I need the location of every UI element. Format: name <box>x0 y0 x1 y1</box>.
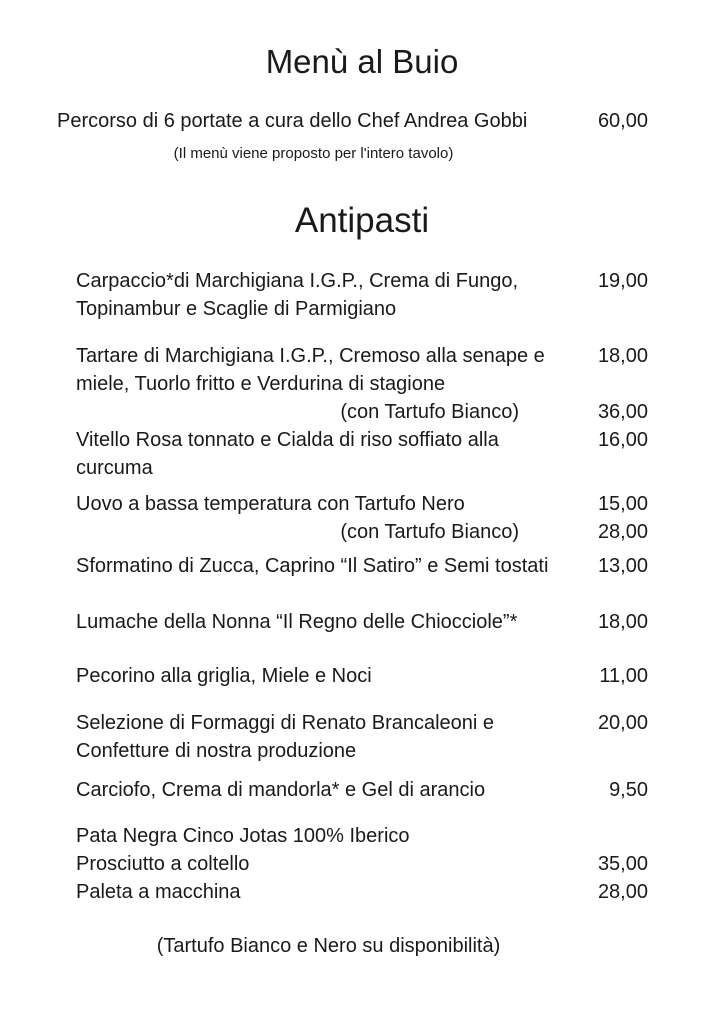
menu-item-name <box>76 608 581 636</box>
menu-item-price: 18,00 <box>597 344 648 367</box>
menu-item-name-line: Uovo a bassa temperatura con Tartufo Nero <box>76 492 465 515</box>
menu-item-name-line: curcuma <box>76 456 153 479</box>
tasting-menu-price: 60,00 <box>597 109 648 132</box>
menu-item-tartare <box>76 342 648 426</box>
menu-item-name <box>76 342 581 398</box>
tasting-menu-note: (Il menù viene proposto per l'intero tavolo) <box>173 144 454 162</box>
menu-item-name <box>76 267 581 323</box>
menu-item-variant-price: 28,00 <box>597 520 648 543</box>
menu-item-price: 18,00 <box>597 610 648 633</box>
menu-item-subline-label: Prosciutto a coltello <box>76 852 250 875</box>
menu-item-name-line: Selezione di Formaggi di Renato Brancaleoni e <box>76 711 495 734</box>
menu-item-name-line: Confetture di nostra produzione <box>76 739 357 762</box>
menu-item-row <box>76 608 648 636</box>
menu-item-name-line: Pecorino alla griglia, Miele e Noci <box>76 664 372 687</box>
menu-item-row <box>76 267 648 323</box>
menu-item-name-line: Sformatino di Zucca, Caprino “Il Satiro” e Semi tostati <box>76 554 549 577</box>
menu-item-carpaccio <box>76 267 648 323</box>
menu-item-vitello <box>76 426 648 482</box>
menu-item-name <box>76 822 581 850</box>
menu-item-row <box>76 822 648 850</box>
menu-item-uovo <box>76 490 648 546</box>
tasting-menu-name: Percorso di 6 portate a cura dello Chef Andrea Gobbi <box>57 109 528 132</box>
menu-item-name <box>76 426 581 482</box>
page-title: Menù al Buio <box>265 43 459 80</box>
menu-item-row <box>76 552 648 580</box>
menu-item-subline-price: 35,00 <box>597 852 648 875</box>
menu-item-lumache <box>76 608 648 636</box>
menu-item-price: 15,00 <box>597 492 648 515</box>
menu-item-sformatino <box>76 552 648 580</box>
menu-item-pecorino <box>76 662 648 690</box>
menu-item-name-line: Carpaccio*di Marchigiana I.G.P., Crema di Fungo, <box>76 269 519 292</box>
menu-item-name <box>76 552 581 580</box>
menu-item-name <box>76 776 581 804</box>
menu-item-subline-label: Paleta a macchina <box>76 880 241 903</box>
menu-item-price <box>581 822 648 850</box>
menu-item-pata-negra <box>76 822 648 906</box>
tasting-menu-row <box>57 107 648 135</box>
availability-footnote: (Tartufo Bianco e Nero su disponibilità) <box>156 934 501 957</box>
menu-item-name-line: Carciofo, Crema di mandorla* e Gel di arancio <box>76 778 486 801</box>
menu-item-name-line: Tartare di Marchigiana I.G.P., Cremoso alla senape e <box>76 344 545 367</box>
menu-item-subline-price: 28,00 <box>597 880 648 903</box>
menu-items-list <box>76 267 648 906</box>
menu-item-row <box>76 426 648 482</box>
menu-item-variant-row <box>76 518 648 546</box>
menu-item-subline-row <box>76 878 648 906</box>
menu-item-carciofo <box>76 776 648 804</box>
menu-item-name-line: Lumache della Nonna “Il Regno delle Chiocciole”* <box>76 610 518 633</box>
menu-item-name-line: Topinambur e Scaglie di Parmigiano <box>76 297 397 320</box>
menu-item-name <box>76 662 581 690</box>
menu-item-name-line: miele, Tuorlo fritto e Verdurina di stagione <box>76 372 446 395</box>
menu-item-row <box>76 776 648 804</box>
menu-item-price: 11,00 <box>599 664 648 687</box>
menu-item-formaggi <box>76 709 648 765</box>
menu-item-row <box>76 490 648 518</box>
menu-item-name-line: Vitello Rosa tonnato e Cialda di riso soffiato alla <box>76 428 499 451</box>
menu-item-variant-label: (con Tartufo Bianco) <box>340 400 519 423</box>
section-heading-antipasti: Antipasti <box>294 200 430 240</box>
menu-item-subline-row <box>76 850 648 878</box>
menu-item-price: 13,00 <box>597 554 648 577</box>
menu-item-row <box>76 662 648 690</box>
menu-item-name <box>76 709 581 765</box>
menu-item-name <box>76 490 581 518</box>
menu-item-variant-label: (con Tartufo Bianco) <box>340 520 519 543</box>
menu-item-price: 16,00 <box>597 428 648 451</box>
menu-item-price: 19,00 <box>597 269 648 292</box>
menu-item-variant-price: 36,00 <box>597 400 648 423</box>
menu-item-price: 20,00 <box>597 711 648 734</box>
menu-item-variant-row <box>76 398 648 426</box>
menu-item-row <box>76 342 648 398</box>
menu-item-row <box>76 709 648 765</box>
menu-item-name-line: Pata Negra Cinco Jotas 100% Iberico <box>76 824 410 847</box>
menu-item-price: 9,50 <box>609 778 648 801</box>
